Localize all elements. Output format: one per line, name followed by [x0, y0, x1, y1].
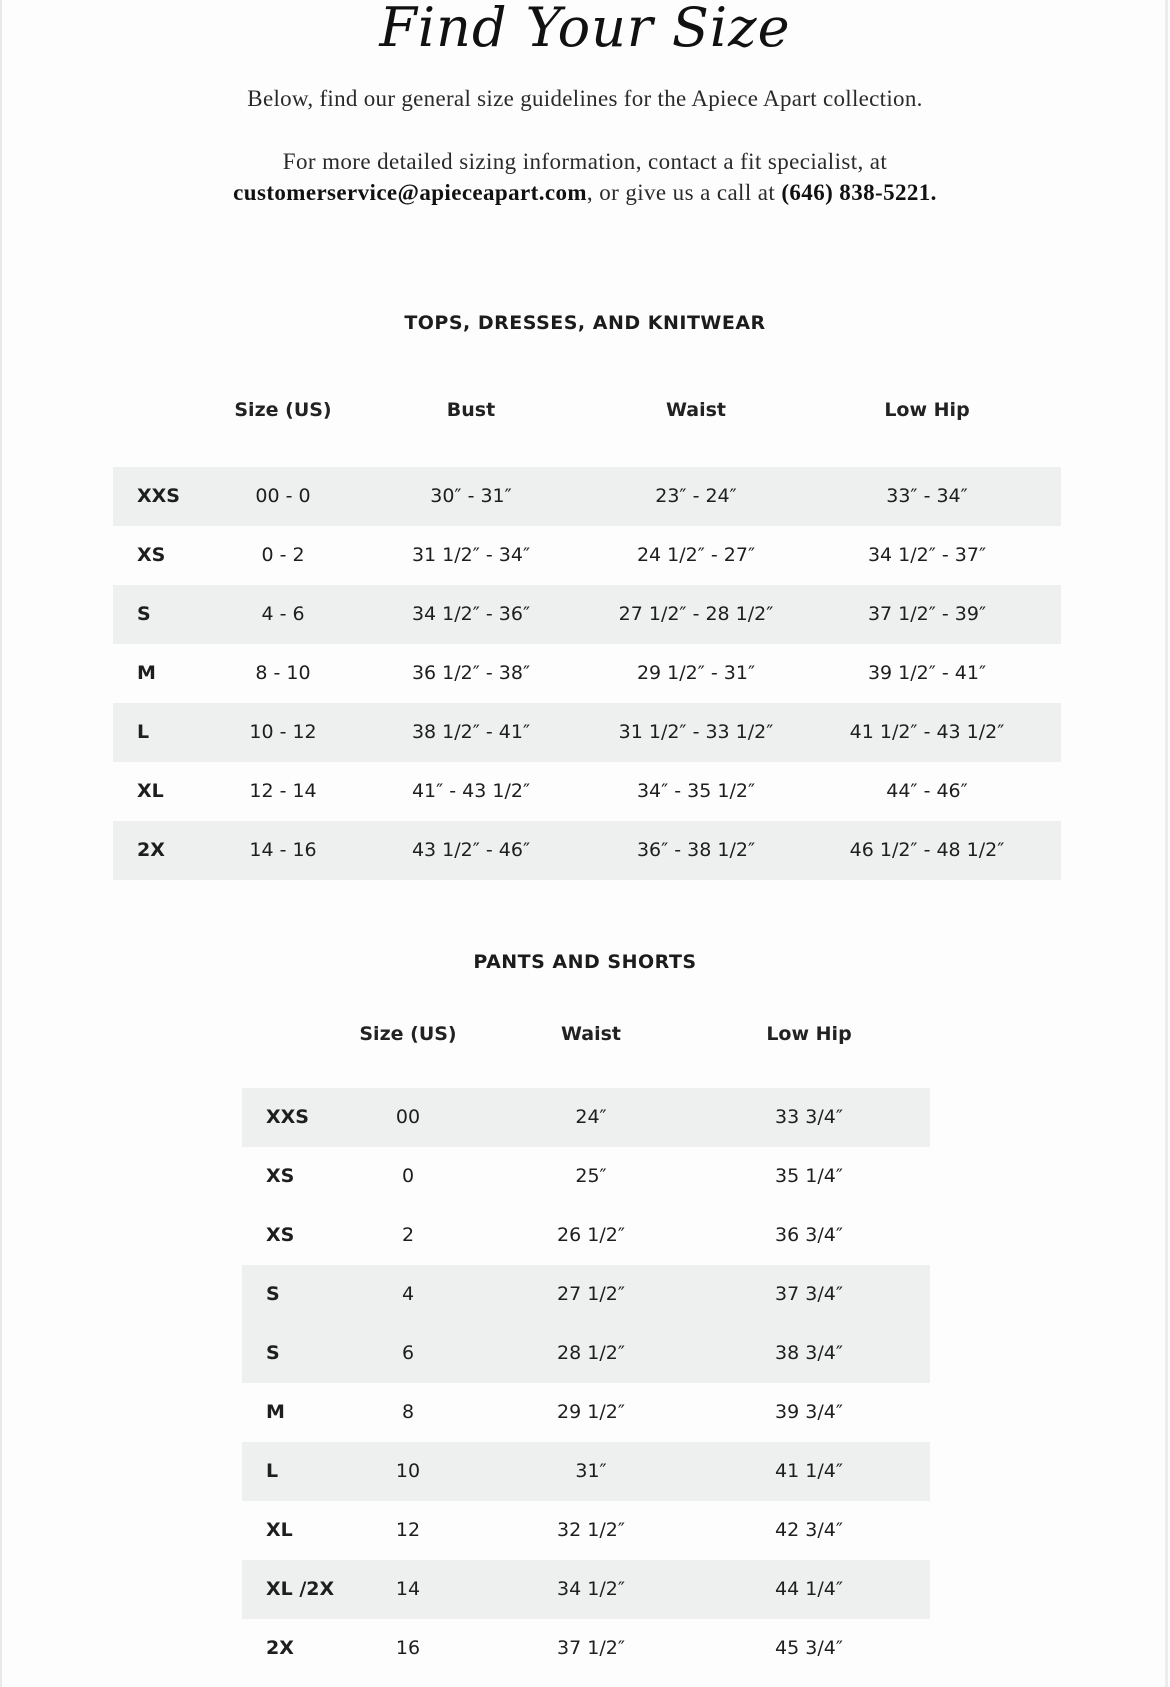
tops-header-size: Size (US)	[234, 399, 332, 421]
tops-size-table	[113, 467, 1061, 880]
size-us-cell: 0	[401, 1165, 415, 1187]
size-us-cell: 14 - 16	[249, 839, 317, 861]
pants-header-size: Size (US)	[359, 1023, 457, 1045]
size-us-cell: 10	[395, 1460, 421, 1482]
waist-cell: 27 1/2″ - 28 1/2″	[618, 603, 774, 625]
table-row	[242, 1383, 930, 1442]
size-label-cell: XS	[266, 1165, 295, 1187]
table-row	[242, 1442, 930, 1501]
tops-header-waist: Waist	[665, 399, 727, 421]
waist-cell: 36″ - 38 1/2″	[636, 839, 756, 861]
tops-section-title: TOPS, DRESSES, AND KNITWEAR	[404, 312, 766, 334]
low-hip-cell: 46 1/2″ - 48 1/2″	[849, 839, 1005, 861]
table-row	[242, 1501, 930, 1560]
low-hip-cell: 33″ - 34″	[886, 485, 968, 507]
size-label-cell: XXS	[266, 1106, 309, 1128]
size-us-cell: 16	[395, 1637, 421, 1659]
size-label-cell: M	[266, 1401, 285, 1423]
waist-cell: 34 1/2″	[557, 1578, 625, 1600]
phone-number[interactable]: (646) 838-5221	[781, 180, 931, 205]
size-label-cell: XS	[266, 1224, 295, 1246]
low-hip-cell: 37 3/4″	[775, 1283, 843, 1305]
table-row	[113, 467, 1061, 526]
size-label-cell: 2X	[137, 839, 165, 861]
bust-cell: 31 1/2″ - 34″	[411, 544, 531, 566]
table-row	[242, 1206, 930, 1265]
bust-cell: 41″ - 43 1/2″	[411, 780, 531, 802]
email-link[interactable]: customerservice@apieceapart.com	[233, 180, 587, 205]
intro-text: Below, find our general size guidelines for the Apiece Apart collection.	[247, 86, 923, 111]
size-us-cell: 4	[401, 1283, 415, 1305]
size-label-cell: S	[137, 603, 151, 625]
waist-cell: 34″ - 35 1/2″	[636, 780, 756, 802]
size-us-cell: 6	[401, 1342, 415, 1364]
size-label-cell: M	[137, 662, 156, 684]
size-us-cell: 00	[395, 1106, 421, 1128]
table-row	[113, 585, 1061, 644]
size-us-cell: 4 - 6	[261, 603, 305, 625]
size-label-cell: 2X	[266, 1637, 294, 1659]
size-us-cell: 12 - 14	[249, 780, 317, 802]
waist-cell: 32 1/2″	[557, 1519, 625, 1541]
bust-cell: 38 1/2″ - 41″	[411, 721, 531, 743]
table-row	[242, 1265, 930, 1324]
waist-cell: 23″ - 24″	[655, 485, 737, 507]
tops-header-low-hip: Low Hip	[884, 399, 970, 421]
size-label-cell: XXS	[137, 485, 180, 507]
size-label-cell: S	[266, 1283, 280, 1305]
pants-header-low-hip: Low Hip	[766, 1023, 852, 1045]
waist-cell: 27 1/2″	[557, 1283, 625, 1305]
size-us-cell: 8	[401, 1401, 415, 1423]
size-label-cell: XL	[266, 1519, 293, 1541]
waist-cell: 29 1/2″	[557, 1401, 625, 1423]
table-row	[242, 1324, 930, 1383]
size-us-cell: 14	[395, 1578, 421, 1600]
size-label-cell: L	[266, 1460, 279, 1482]
low-hip-cell: 39 1/2″ - 41″	[867, 662, 987, 684]
table-row	[113, 762, 1061, 821]
size-us-cell: 2	[401, 1224, 415, 1246]
size-us-cell: 0 - 2	[261, 544, 305, 566]
waist-cell: 31″	[575, 1460, 607, 1482]
low-hip-cell: 44″ - 46″	[886, 780, 968, 802]
size-label-cell: S	[266, 1342, 280, 1364]
size-us-cell: 12	[395, 1519, 421, 1541]
table-row	[242, 1560, 930, 1619]
low-hip-cell: 36 3/4″	[775, 1224, 843, 1246]
contact-text-1: For more detailed sizing information, contact a fit specialist, at	[282, 149, 888, 174]
table-row	[113, 703, 1061, 762]
table-row	[113, 644, 1061, 703]
waist-cell: 37 1/2″	[557, 1637, 625, 1659]
low-hip-cell: 38 3/4″	[775, 1342, 843, 1364]
table-row	[113, 526, 1061, 585]
pants-section-title: PANTS AND SHORTS	[473, 951, 697, 973]
size-us-cell: 8 - 10	[255, 662, 311, 684]
tops-header-bust: Bust	[446, 399, 496, 421]
waist-cell: 31 1/2″ - 33 1/2″	[618, 721, 774, 743]
bust-cell: 34 1/2″ - 36″	[411, 603, 531, 625]
low-hip-cell: 33 3/4″	[775, 1106, 843, 1128]
contact-text	[230, 146, 940, 208]
table-row	[242, 1619, 930, 1678]
low-hip-cell: 41 1/2″ - 43 1/2″	[849, 721, 1005, 743]
low-hip-cell: 41 1/4″	[775, 1460, 843, 1482]
size-label-cell: XL /2X	[266, 1578, 335, 1600]
waist-cell: 26 1/2″	[557, 1224, 625, 1246]
low-hip-cell: 34 1/2″ - 37″	[867, 544, 987, 566]
contact-end: .	[930, 180, 937, 205]
size-label-cell: XL	[137, 780, 164, 802]
table-row	[113, 821, 1061, 880]
contact-text-2: , or give us a call at	[586, 180, 776, 205]
bust-cell: 30″ - 31″	[430, 485, 512, 507]
low-hip-cell: 42 3/4″	[775, 1519, 843, 1541]
size-label-cell: XS	[137, 544, 166, 566]
waist-cell: 24 1/2″ - 27″	[636, 544, 756, 566]
waist-cell: 24″	[575, 1106, 607, 1128]
pants-header-waist: Waist	[560, 1023, 622, 1045]
waist-cell: 28 1/2″	[557, 1342, 625, 1364]
low-hip-cell: 44 1/4″	[775, 1578, 843, 1600]
bust-cell: 43 1/2″ - 46″	[411, 839, 531, 861]
page-title: Find Your Size	[379, 0, 791, 59]
low-hip-cell: 37 1/2″ - 39″	[867, 603, 987, 625]
low-hip-cell: 35 1/4″	[775, 1165, 843, 1187]
low-hip-cell: 39 3/4″	[775, 1401, 843, 1423]
bust-cell: 36 1/2″ - 38″	[411, 662, 531, 684]
waist-cell: 25″	[575, 1165, 607, 1187]
size-label-cell: L	[137, 721, 150, 743]
size-us-cell: 10 - 12	[249, 721, 317, 743]
pants-size-table	[242, 1088, 930, 1678]
waist-cell: 29 1/2″ - 31″	[636, 662, 756, 684]
table-row	[242, 1147, 930, 1206]
table-row	[242, 1088, 930, 1147]
low-hip-cell: 45 3/4″	[775, 1637, 843, 1659]
size-us-cell: 00 - 0	[255, 485, 311, 507]
